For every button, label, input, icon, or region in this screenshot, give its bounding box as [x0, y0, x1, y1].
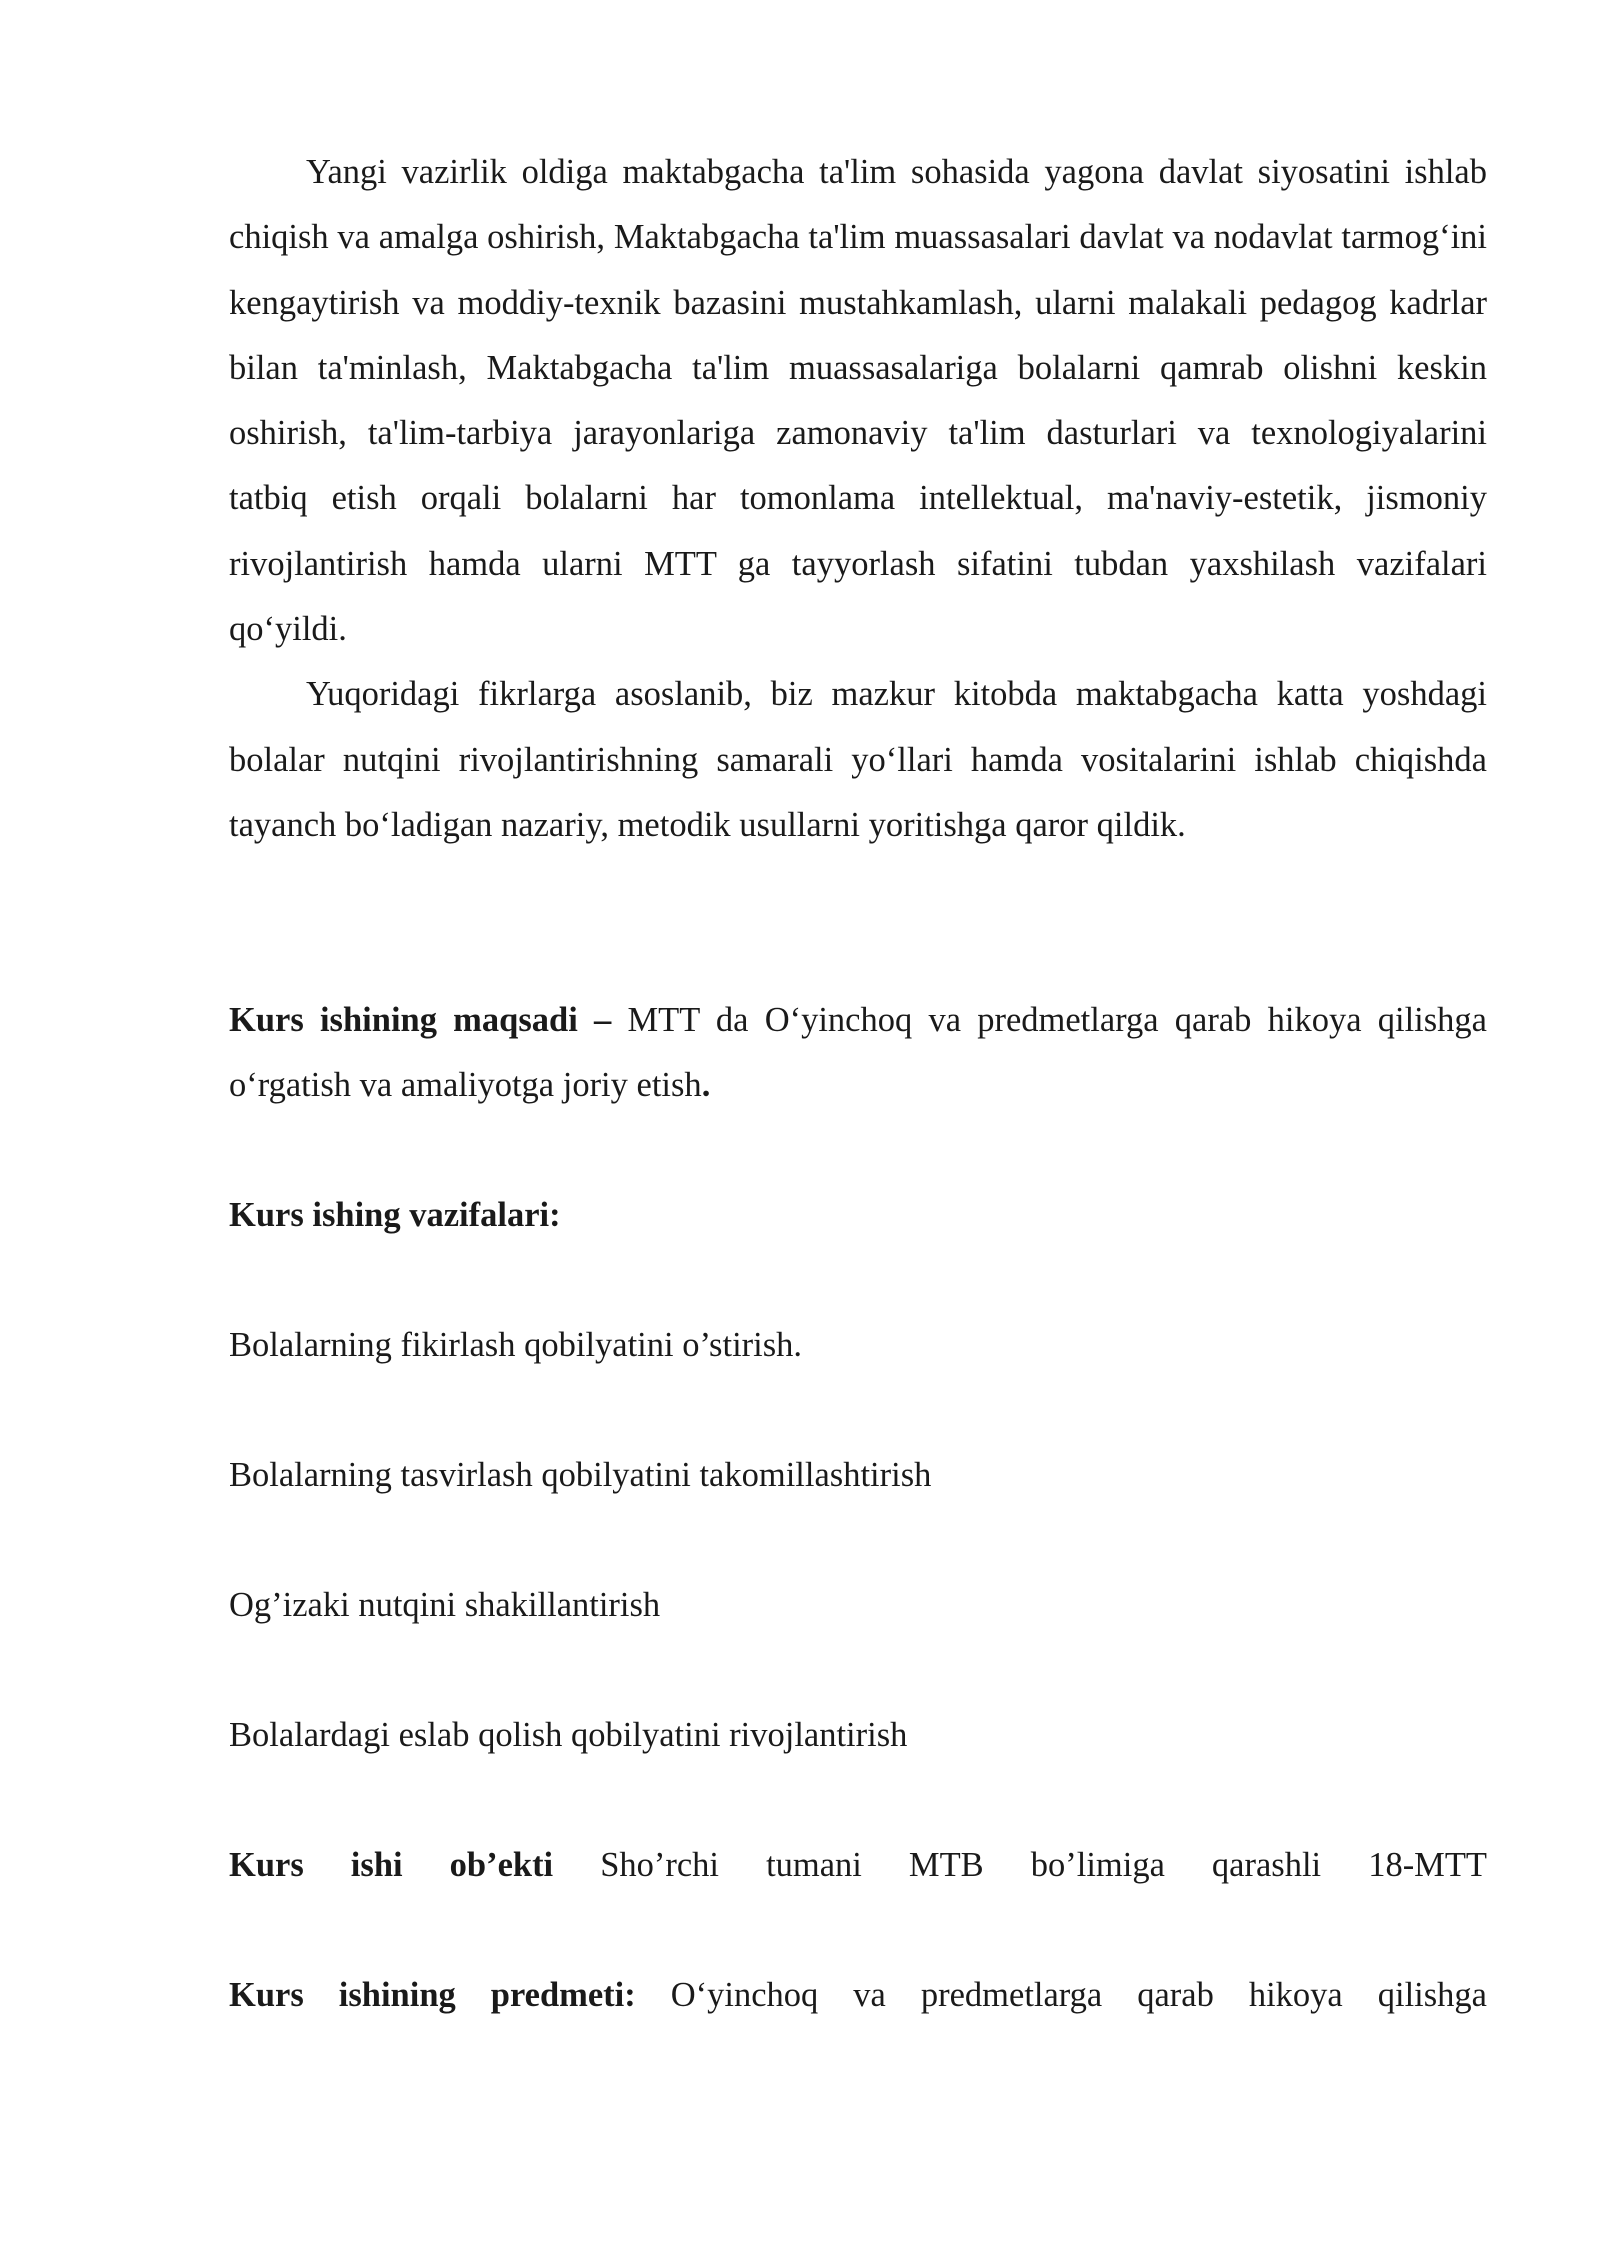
- task-item-2: Bolalarning tasvirlash qobilyatini takomillashtirish: [229, 1456, 932, 1495]
- document-page: [229, 140, 1487, 2028]
- object-text: Sho’rchi tumani MTB bo’limiga qarashli 18-MTT: [553, 1846, 1488, 1885]
- subject-label: Kurs ishining predmeti:: [229, 1976, 636, 2015]
- spacer: [229, 1638, 1487, 1703]
- spacer: [229, 1118, 1487, 1183]
- spacer: [229, 1508, 1487, 1573]
- spacer: [229, 1898, 1487, 1963]
- goal-end: .: [701, 1066, 711, 1105]
- task-item-4: Bolalardagi eslab qolish qobilyatini rivojlantirish: [229, 1716, 908, 1755]
- spacer: [229, 1768, 1487, 1833]
- tasks-heading: Kurs ishing vazifalari:: [229, 1196, 561, 1235]
- intro-paragraph-2: Yuqoridagi fikrlarga asoslanib, biz mazkur kitobda maktabgacha katta yoshdagi bolalar nutqini rivojlantirishning samarali yo‘llari hamda vositalarini ishlab chiqishda tayanch bo‘ladigan nazariy, metodik usullarni yoritishga qaror qildik.: [229, 675, 1487, 844]
- task-item-1: Bolalarning fikirlash qobilyatini o’stirish.: [229, 1326, 803, 1365]
- subject-text: O‘yinchoq va predmetlarga qarab hikoya qilishga: [635, 1976, 1487, 2015]
- object-label: Kurs ishi ob’ekti: [229, 1846, 554, 1885]
- spacer: [229, 858, 1487, 988]
- subject-section: [229, 1963, 1487, 2028]
- task-item-3: Og’izaki nutqini shakillantirish: [229, 1586, 661, 1625]
- object-section: [229, 1833, 1487, 1898]
- goal-section: [229, 988, 1487, 1118]
- intro-paragraph-1: Yangi vazirlik oldiga maktabgacha ta'lim sohasida yagona davlat siyosatini ishlab chiqish va amalga oshirish, Maktabgacha ta'lim muassasalari davlat va nodavlat tarmog‘ini kengaytirish va moddiy-texnik bazasini mustahkamlash, ularni malakali pedagog kadrlar bilan ta'minlash, Maktabgacha ta'lim muassasalariga bolalarni qamrab olishni keskin oshirish, ta'lim-tarbiya jarayonlariga zamonaviy ta'lim dasturlari va texnologiyalarini tatbiq etish orqali bolalarni har tomonlama intellektual, ma'naviy-estetik, jismoniy rivojlantirish hamda ularni MTT ga tayyorlash sifatini tubdan yaxshilash vazifalari qo‘yildi.: [229, 153, 1487, 649]
- goal-label: Kurs ishining maqsadi –: [229, 1001, 612, 1040]
- spacer: [229, 1378, 1487, 1443]
- spacer: [229, 1248, 1487, 1313]
- goal-text: MTT da O‘yinchoq va predmetlarga qarab hikoya qilishga o‘rgatish va amaliyotga joriy etish: [229, 1001, 1487, 1105]
